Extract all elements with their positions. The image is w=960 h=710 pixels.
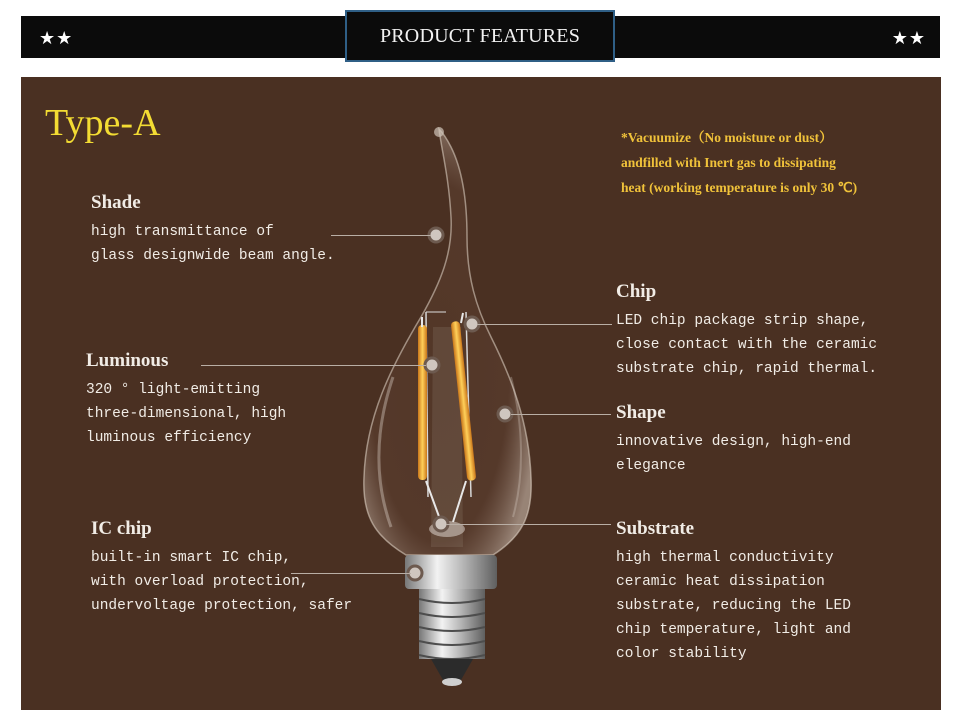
feature-description bbox=[616, 546, 851, 666]
feature-description bbox=[91, 220, 335, 268]
feature-line: high transmittance of bbox=[91, 224, 274, 240]
feature-title: Chip bbox=[616, 281, 657, 302]
stars-right-icon: ★★ bbox=[891, 28, 926, 49]
feature-line: elegance bbox=[616, 458, 686, 474]
feature-description bbox=[616, 309, 877, 381]
feature-line: LED chip package strip shape, bbox=[616, 313, 869, 329]
feature-title: Shade bbox=[91, 192, 141, 213]
feature-shade bbox=[91, 192, 335, 268]
feature-line: 320 ° light-emitting bbox=[86, 382, 261, 398]
feature-line: luminous efficiency bbox=[86, 430, 252, 446]
feature-ic-chip bbox=[91, 518, 352, 618]
feature-title: Luminous bbox=[86, 350, 169, 371]
feature-chip bbox=[616, 281, 877, 381]
feature-title: IC chip bbox=[91, 518, 152, 539]
note-line: andfilled with Inert gas to dissipating bbox=[621, 155, 836, 170]
feature-line: substrate, reducing the LED bbox=[616, 598, 851, 614]
feature-shape bbox=[616, 402, 851, 478]
feature-title: Shape bbox=[616, 402, 666, 423]
shape-leader-line bbox=[511, 414, 611, 415]
feature-description bbox=[616, 430, 851, 478]
feature-substrate bbox=[616, 518, 851, 666]
feature-line: close contact with the ceramic bbox=[616, 337, 878, 353]
feature-description bbox=[91, 546, 352, 618]
feature-line: built-in smart IC chip, bbox=[91, 550, 292, 566]
vacuum-note bbox=[621, 125, 921, 200]
feature-panel bbox=[21, 77, 941, 710]
chip-leader-line bbox=[477, 324, 612, 325]
feature-line: chip temperature, light and bbox=[616, 622, 851, 638]
stars-left-icon: ★★ bbox=[39, 28, 74, 49]
substrate-leader-line bbox=[446, 524, 611, 525]
note-line: *Vacuumize（No moisture or dust） bbox=[621, 130, 833, 145]
feature-line: innovative design, high-end bbox=[616, 434, 851, 450]
feature-line: high thermal conductivity bbox=[616, 550, 834, 566]
shade-leader-line bbox=[331, 235, 431, 236]
feature-description bbox=[86, 378, 286, 450]
note-line: heat (working temperature is only 30 ℃) bbox=[621, 180, 858, 195]
feature-line: substrate chip, rapid thermal. bbox=[616, 361, 878, 377]
feature-line: glass designwide beam angle. bbox=[91, 248, 335, 264]
type-title: Type-A bbox=[45, 102, 161, 144]
feature-line: three-dimensional, high bbox=[86, 406, 287, 422]
feature-line: ceramic heat dissipation bbox=[616, 574, 825, 590]
page-title: PRODUCT FEATURES bbox=[379, 24, 581, 47]
feature-title: Substrate bbox=[616, 518, 695, 539]
feature-line: with overload protection, bbox=[91, 574, 309, 590]
header-title-box bbox=[345, 10, 615, 62]
feature-luminous bbox=[86, 350, 286, 450]
feature-line: color stability bbox=[616, 646, 747, 662]
feature-line: undervoltage protection, safer bbox=[91, 598, 353, 614]
